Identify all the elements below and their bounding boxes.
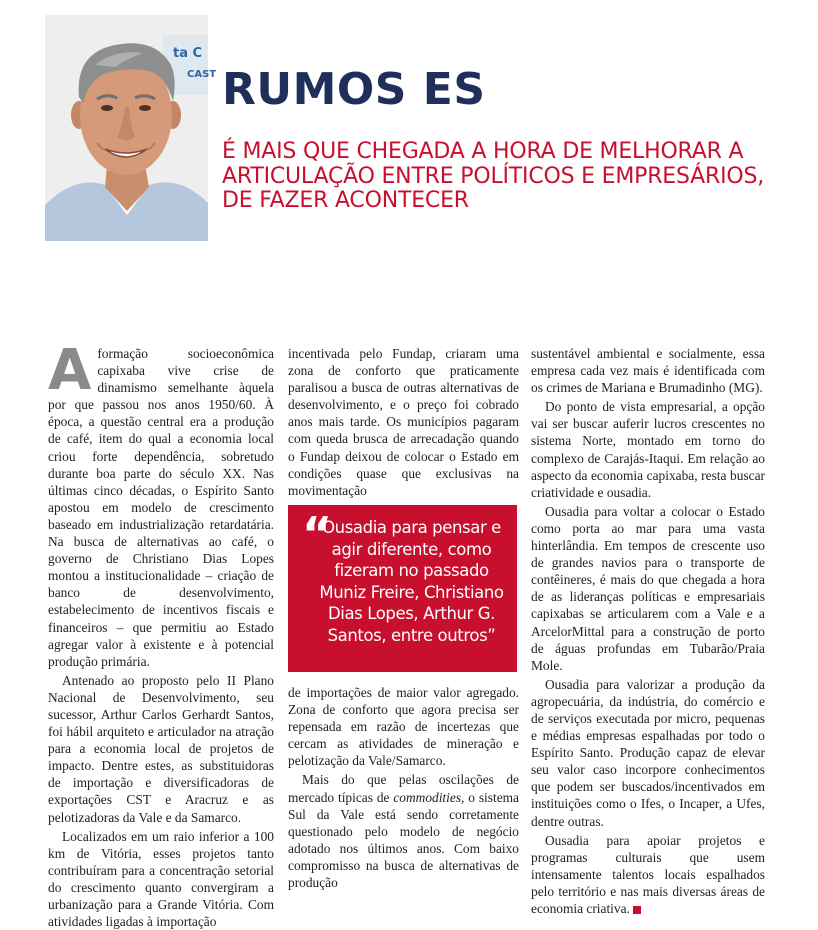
paragraph-text: formação socioeconômica capixaba vive crise de dinamismo semelhante àquela por que passou nos anos 1950/60. À época, a questão central era a produção de café, item do qual a economia local criou forte dependência, sobretudo durante boa parte do século XX. Nas últimas cinco décadas, o Espírito Santo apostou em modelo de crescimento baseado em industrialização retardatária. Na busca de alternativas ao café, o governo de Christiano Dias Lopes montou a institucionalidade – criação de banco de desenvolvimento, estabelecimento de incentivos fiscais e financeiros – que permitiu ao Estado agregar valor à existente e à potencial produção primária.	[48, 346, 274, 669]
photo-banner-text: ta C	[173, 46, 203, 61]
article-paragraph	[48, 338, 274, 670]
article-paragraph: Do ponto de vista empresarial, a opção vai ser buscar auferir lucros crescentes no sistema Norte, montado em torno do complexo de Carajás-Itaqui. Em relação ao aspecto da economia capixaba, resta buscar criatividade e ousadia.	[531, 399, 765, 500]
page-title: RUMOS ES	[222, 64, 486, 115]
article-paragraph: incentivada pelo Fundap, criaram uma zona de conforto que praticamente paralisou a busca de outras alternativas de desenvolvimento, e o preço foi cobrado anos mais tarde. Os municípios pagaram com queda brusca de arrecadação quando o Fundap deixou de colocar o Estado em condições quase que exclusivas na movimentação	[288, 346, 519, 498]
pull-quote	[288, 505, 517, 672]
article-paragraph: Ousadia para voltar a colocar o Estado como porta ao mar para uma vasta hinterlândia. Em tempos de crescente uso de grandes navios para o transporte de contêineres, é mais do que chegada a hora de as lideranças políticas e empresariais capixabas se articularem com a Vale e a ArcelorMittal para a construção de porto de águas profundas em Tubarão/Praia Mole.	[531, 503, 765, 673]
article-column-2-bottom	[288, 684, 519, 891]
author-portrait-illustration	[45, 15, 217, 241]
author-photo	[45, 15, 217, 241]
photo-banner-text-2: CAST	[187, 69, 217, 80]
end-of-article-icon	[633, 906, 641, 914]
article-paragraph: Antenado ao proposto pelo II Plano Nacional de Desenvolvimento, seu sucessor, Arthur Carlos Gerhardt Santos, foi hábil arquiteto e articulador na atração para a economia local de projetos de impacto. Dentre estes, as substituidoras de importação e diversificadoras de exportações CST e Aracruz e as pelotizadoras da Vale e da Samarco.	[48, 672, 274, 825]
article-column-2-top	[288, 345, 519, 499]
article-column-1	[48, 338, 274, 930]
paragraph-text: Mais do que pelas oscilações de mercado típicas de	[288, 772, 519, 805]
article-paragraph	[288, 771, 519, 891]
article-paragraph: Ousadia para valorizar a produção da agropecuária, da indústria, do comércio e de serviços executada por micro, pequenas e médias empresas espalhadas por todo o Espírito Santo. Produção capaz de elevar seu valor caso incorpore conhecimentos que podem ser buscados/incentivados em instituições como o Ifes, o Incaper, a Ufes, dentre outras.	[531, 676, 765, 829]
paragraph-text: , o sistema Sul da Vale está sendo corretamente questionado pelo modelo de negócio adotado nos últimos anos. Com baixo compromisso na busca de alternativas de produção	[288, 789, 520, 891]
article-column-3	[531, 345, 765, 917]
pull-quote-text: Ousadia para pensar e agir diferente, como fizeram no passado Muniz Freire, Christiano Dias Lopes, Arthur G. Santos, entre outros”	[319, 518, 504, 645]
emphasized-text: commodities	[393, 789, 462, 805]
page-subtitle: É MAIS QUE CHEGADA A HORA DE MELHORAR A ARTICULAÇÃO ENTRE POLÍTICOS E EMPRESÁRIOS, DE FAZER ACONTECER	[222, 139, 765, 213]
drop-cap: A	[48, 338, 92, 403]
quote-mark-icon: “	[302, 507, 333, 561]
article-paragraph	[531, 832, 765, 917]
article-paragraph: de importações de maior valor agregado. Zona de conforto que agora precisa ser repensada em razão de incertezas que cercam as atividades de mineração e pelotização da Vale/Samarco.	[288, 685, 519, 769]
article-paragraph: sustentável ambiental e socialmente, essa empresa cada vez mais é identificada com os crimes de Mariana e Brumadinho (MG).	[531, 346, 765, 396]
paragraph-text: Ousadia para apoiar projetos e programas culturais que usem intensamente talentos locais espalhados pelo território e nas mais diversas áreas de economia criativa.	[531, 832, 765, 916]
article-paragraph: Localizados em um raio inferior a 100 km de Vitória, esses projetos tanto contribuíram para a concentração setorial do crescimento quanto convergiram a urbanização para a Grande Vitória. Com atividades ligadas à importação	[48, 828, 274, 930]
